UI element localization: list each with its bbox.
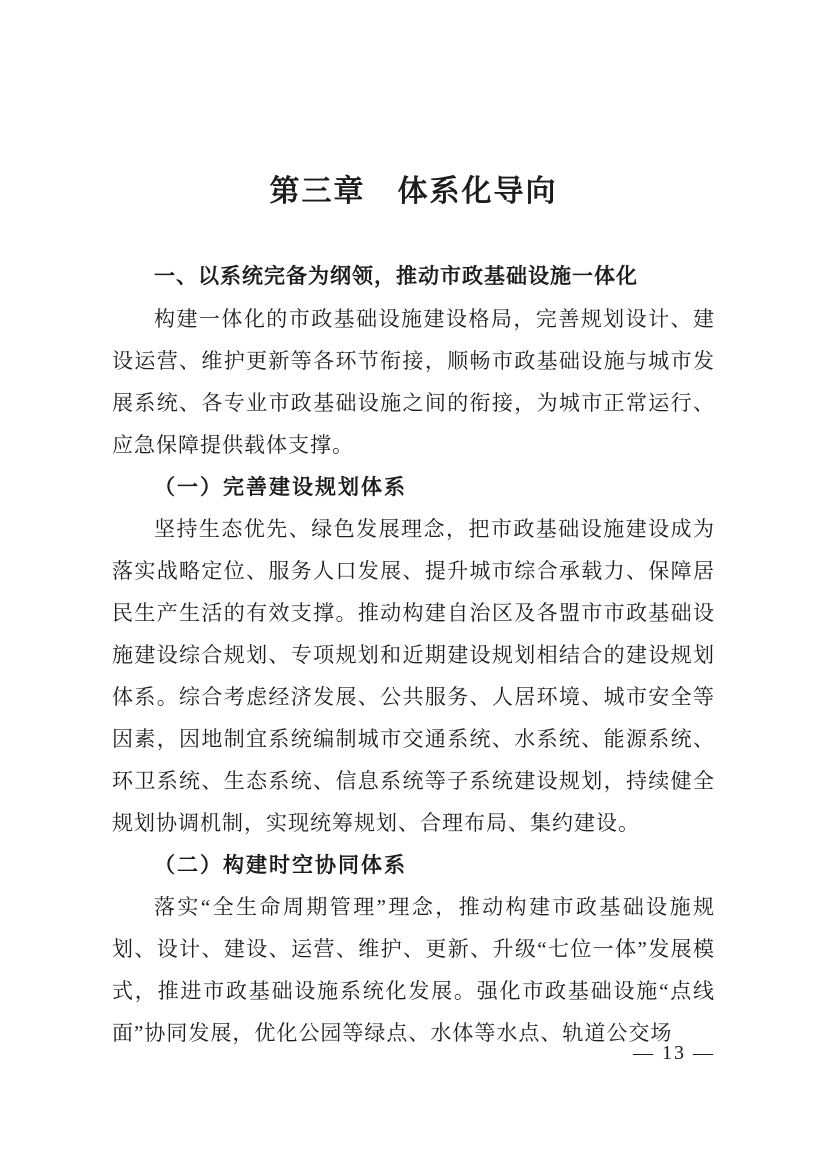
page-number: — 13 — [633, 1042, 715, 1064]
page-content [112, 0, 715, 1054]
body-text [112, 256, 715, 1054]
chapter-title: 第三章 体系化导向 [269, 175, 558, 208]
section-heading-1: 一、以系统完备为纲领，推动市政基础设施一体化 [154, 265, 638, 288]
paragraph-3: 落实“全生命周期管理”理念，推动构建市政基础设施规划、设计、建设、运营、维护、更新、升级“七位一体”发展模式，推进市政基础设施系统化发展。强化市政基础设施“点线面”协同发展，优化公园等绿点、水体等水点、轨道公交场 [112, 895, 715, 1045]
paragraph-2: 坚持生态优先、绿色发展理念，把市政基础设施建设成为落实战略定位、服务人口发展、提升城市综合承载力、保障居民生产生活的有效支撑。推动构建自治区及各盟市市政基础设施建设综合规划、专项规划和近期建设规划相结合的建设规划体系。综合考虑经济发展、公共服务、人居环境、城市安全等因素，因地制宜系统编制城市交通系统、水系统、能源系统、环卫系统、生态系统、信息系统等子系统建设规划，持续健全规划协调机制，实现统筹规划、合理布局、集约建设。 [112, 517, 715, 835]
paragraph-1: 构建一体化的市政基础设施建设格局，完善规划设计、建设运营、维护更新等各环节衔接，顺畅市政基础设施与城市发展系统、各专业市政基础设施之间的衔接，为城市正常运行、应急保障提供载体支撑。 [112, 307, 715, 457]
subsection-heading-2: （二）构建时空协同体系 [154, 853, 407, 877]
subsection-heading-1: （一）完善建设规划体系 [154, 475, 407, 499]
